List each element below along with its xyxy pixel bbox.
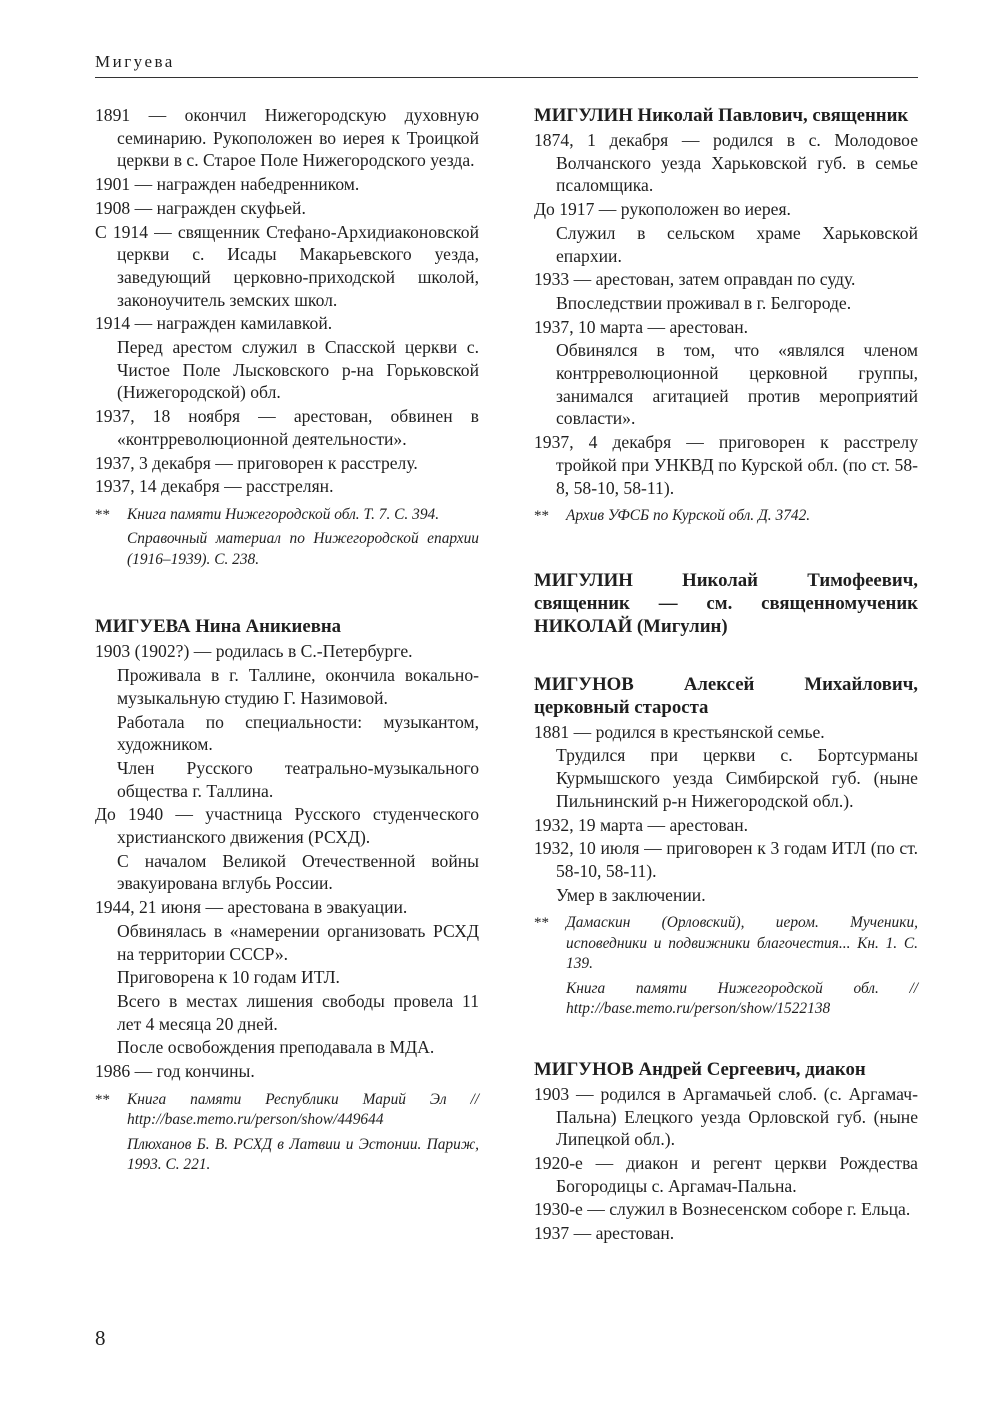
entry-heading: МИГУНОВ Алексей Михайлович, церковный староста [534, 673, 918, 718]
left-column [95, 104, 479, 1180]
entry-line: 1937, 3 декабря — приговорен к расстрелу. [95, 452, 418, 473]
source-text: Книга памяти Республики Марий Эл // http://base.memo.ru/person/show/449644 [127, 1090, 479, 1129]
entry-line: 1937, 10 марта — арестован. [534, 316, 749, 337]
entry-line: 1986 — год кончины. [95, 1061, 255, 1082]
entry-line: 1903 — родился в Аргамачьей слоб. (с. Аргамач-Пальна) Елецкого уезда Орловской губ. (ныне Липецкой обл.). [534, 1083, 918, 1150]
page-number: 8 [95, 1326, 106, 1350]
sources-block [95, 505, 479, 571]
sources-block [534, 913, 918, 1020]
entry-line: 1933 — арестован, затем оправдан по суду. [534, 269, 856, 290]
entry-line: До 1940 — участница Русского студенческого христианского движения (РСХД). [95, 804, 479, 848]
entry-heading: МИГУНОВ Андрей Сергеевич, диакон [534, 1058, 866, 1080]
entry-line: Умер в заключении. [556, 884, 706, 905]
entry-line: 1920-е — диакон и регент церкви Рождества Богородицы с. Аргамач-Пальна. [534, 1152, 918, 1196]
source-text: Справочный материал по Нижегородской епархии (1916–1939). С. 238. [127, 530, 479, 568]
entry-line: Впоследствии проживал в г. Белгороде. [556, 292, 852, 313]
sources-marker: ** [534, 508, 549, 525]
entry-line: Трудился при церкви с. Бортсурманы Курмышского уезда Симбирской губ. (ныне Пильнинский р-н Нижегородской обл.). [556, 745, 918, 811]
entry-line: После освобождения преподавала в МДА. [117, 1037, 435, 1058]
source-text: Плюханов Б. В. РСХД в Латвии и Эстонии. Париж, 1993. С. 221. [127, 1135, 479, 1174]
source-item [95, 1090, 479, 1131]
entry-heading: МИГУЛИН Николай Павлович, священник [534, 105, 909, 126]
source-text: Книга памяти Нижегородской обл. Т. 7. С. 394. [127, 505, 440, 523]
source-item [95, 1135, 479, 1176]
entry-line: 1944, 21 июня — арестована в эвакуации. [95, 897, 408, 918]
entry-line: 1908 — награжден скуфьей. [95, 197, 306, 218]
source-text: Книга памяти Нижегородской обл. // http://base.memo.ru/person/show/1522138 [566, 979, 918, 1018]
entry-line: 1937, 4 декабря — приговорен к расстрелу тройкой при УНКВД по Курской обл. (по ст. 58-8, 58-10, 58-11). [534, 432, 918, 498]
entry-line: Всего в местах лишения свободы провела 11 лет 4 месяца 20 дней. [117, 991, 479, 1034]
sources-block [95, 1090, 479, 1176]
entry-migunov-am [534, 673, 918, 1020]
source-item [534, 913, 918, 975]
entry-line: Работала по специальности: музыкантом, художником. [117, 711, 479, 755]
entry-line: Перед арестом служил в Спасской церкви с. Чистое Поле Лысковского р-на Горьковской (Нижегородской) обл. [117, 337, 479, 403]
source-item [95, 529, 479, 570]
running-head: Мигуева [95, 52, 175, 71]
entry-line: 1930-е — служил в Вознесенском соборе г. Ельца. [534, 1199, 911, 1220]
entry-line: Проживала в г. Таллине, окончила вокально-музыкальную студию Г. Назимовой. [117, 665, 479, 708]
entry-line: 1901 — награжден набедренником. [95, 174, 360, 195]
entry-migulin-nt [534, 569, 918, 638]
entry-line: 1891 — окончил Нижегородскую духовную семинарию. Рукоположен во иерея к Троицкой церкви в с. Старое Поле Нижегородского уезда. [95, 105, 479, 171]
sources-block [534, 506, 918, 527]
source-item [95, 505, 479, 526]
source-item [534, 979, 918, 1020]
entry-heading: МИГУЛИН Николай Тимофеевич, священник — см. священномученик НИКОЛАЙ (Мигулин) [534, 569, 918, 637]
entry-line: Служил в сельском храме Харьковской епархии. [556, 222, 918, 266]
entry-line: Обвинялся в том, что «являлся членом контрреволюционной церковной группы, занимался агитацией против мероприятий совласти». [556, 340, 918, 429]
entry-line: С 1914 — священник Стефано-Архидиаконовской церкви с. Исады Макарьевского уезда, заведующий церковно-приходской школой, законоучитель земских школ. [95, 221, 479, 310]
entry-migunov-as [534, 1058, 918, 1245]
source-text: Дамаскин (Орловский), иером. Мученики, исповедники и подвижники благочестия... Кн. 1. С. 139. [566, 914, 918, 973]
sources-marker: ** [534, 915, 549, 932]
entry-line: До 1917 — рукоположен во иерея. [534, 199, 791, 220]
entry-line: 1903 (1902?) — родилась в С.-Петербурге. [95, 641, 413, 662]
entry-line: 1937 — арестован. [534, 1223, 675, 1244]
entry-continued [95, 104, 479, 570]
entry-heading: МИГУЕВА Нина Аникиевна [95, 616, 342, 638]
entry-line: 1932, 10 июля — приговорен к 3 годам ИТЛ (по ст. 58-10, 58-11). [534, 838, 918, 881]
entry-line: Обвинялась в «намерении организовать РСХД на территории СССР». [117, 920, 479, 964]
entry-line: 1874, 1 декабря — родился в с. Молодовое Волчанского уезда Харьковской губ. в семье псаломщика. [534, 130, 918, 196]
entry-line: 1914 — награжден камилавкой. [95, 313, 333, 334]
sources-marker: ** [95, 506, 110, 523]
right-column [534, 104, 918, 1246]
entry-migueva [95, 615, 479, 1175]
entry-migulin-np [534, 104, 918, 527]
source-item [534, 506, 918, 527]
entry-line: Приговорена к 10 годам ИТЛ. [117, 967, 340, 988]
entry-line: 1937, 18 ноября — арестован, обвинен в «контрреволюционной деятельности». [95, 406, 479, 449]
entry-line: Член Русского театрально-музыкального общества г. Таллина. [117, 757, 479, 801]
header-rule [95, 77, 918, 78]
entry-line: 1881 — родился в крестьянской семье. [534, 721, 825, 742]
source-text: Архив УФСБ по Курской обл. Д. 3742. [566, 507, 811, 525]
entry-line: 1932, 19 марта — арестован. [534, 814, 749, 835]
entry-line: 1937, 14 декабря — расстрелян. [95, 476, 334, 497]
sources-marker: ** [95, 1091, 110, 1108]
entry-line: С началом Великой Отечественной войны эвакуирована вглубь России. [117, 850, 479, 894]
